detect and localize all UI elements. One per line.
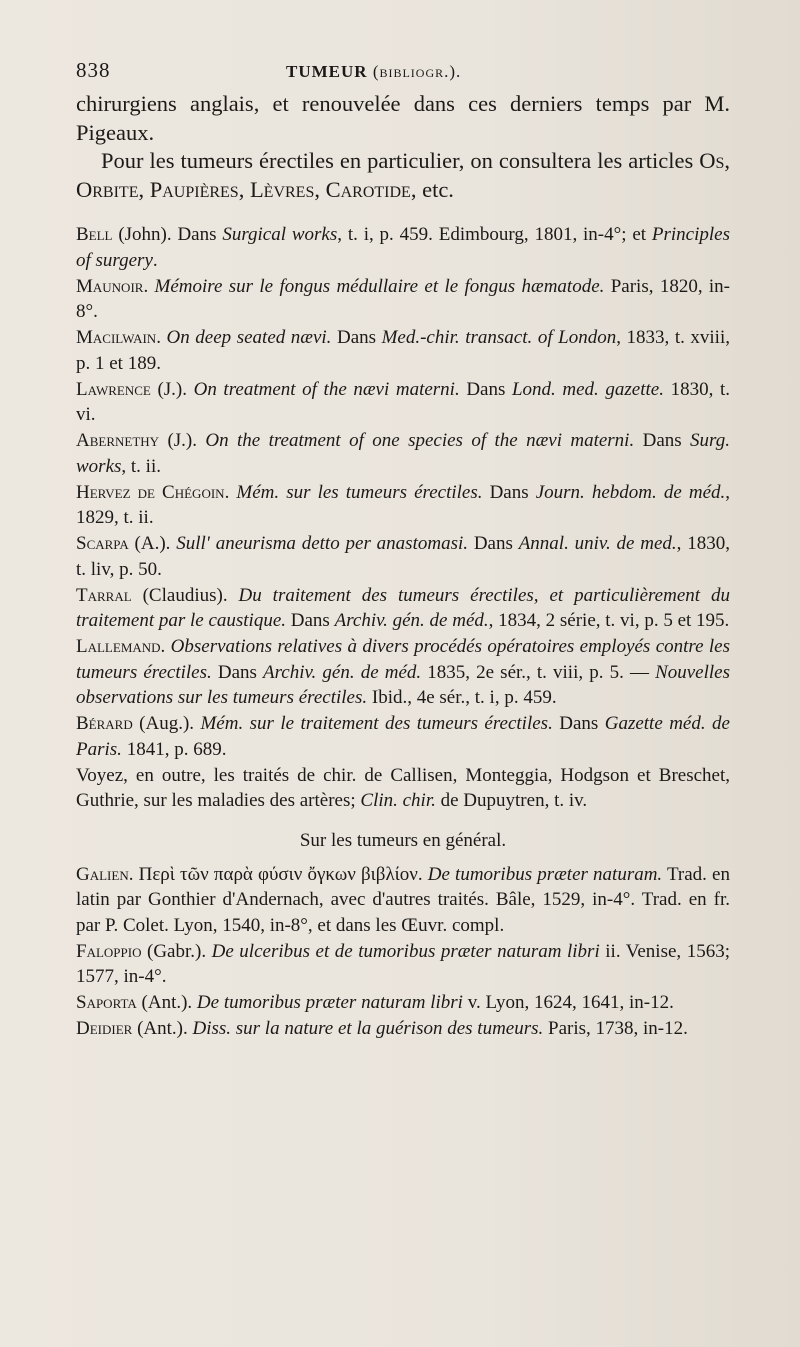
bibliography-entry: [76, 1016, 730, 1042]
entry-title: De tumoribus præter naturam libri: [196, 992, 463, 1013]
article-ref: Orbite: [76, 176, 139, 202]
entry-text: 1841, p. 689.: [121, 738, 227, 760]
entry-journal: Principles of surgery: [76, 224, 730, 271]
entry-text: .: [160, 636, 171, 657]
entry-title: De ulceribus et de tumoribus præter naturam libri: [211, 940, 600, 962]
entry-title: Nouvelles observations sur les tumeurs érectiles.: [76, 661, 730, 708]
entry-text: . Περὶ τῶν παρὰ φύσιν ὄγκων βιβλίον.: [128, 863, 428, 885]
entry-title: On deep seated nævi.: [166, 327, 332, 348]
bibliography-entry: [76, 939, 730, 990]
bibliography-entry: [76, 274, 730, 325]
entry-text: 1830, t. vi.: [76, 378, 730, 425]
entry-title: On treatment of the nævi materni.: [193, 378, 460, 400]
entry-title: Mémoire sur le fongus médullaire et le fongus hæmatode.: [154, 275, 605, 297]
entry-title: On the treatment of one species of the nævi materni.: [205, 430, 635, 451]
entry-text: Paris, 1738, in-12.: [543, 1018, 688, 1039]
bibliography-list-general: [76, 862, 730, 1042]
bibliography-entry: [76, 377, 730, 428]
entry-text: .: [152, 249, 158, 271]
entry-text: 1835, 2e sér., t. viii, p. 5. —: [421, 661, 656, 683]
entry-title: Mém. sur les tumeurs érectiles.: [236, 481, 483, 503]
entry-title: Diss. sur la nature et la guérison des tumeurs.: [192, 1018, 544, 1039]
entry-journal: Med.-chir. transact. of London: [381, 327, 617, 348]
running-title-paren: (bibliogr.).: [372, 62, 462, 81]
bibliography-entry: [76, 583, 730, 634]
entry-author: Hervez de Chégoin: [76, 481, 225, 503]
entry-text: .: [224, 481, 237, 503]
page-number: 838: [76, 58, 111, 82]
bibliography-list: [76, 222, 730, 762]
entry-text: , 1830, t. liv, p. 50.: [76, 533, 730, 580]
entry-journal: Gazette méd. de Paris.: [76, 713, 730, 760]
voyez-text-b: de Dupuytren, t. iv.: [435, 790, 588, 811]
entry-text: Dans: [331, 327, 382, 348]
entry-text: (J.).: [150, 378, 194, 400]
bibliography-entry: [76, 222, 730, 273]
entry-text: , t. ii.: [121, 455, 161, 477]
entry-text: (Claudius).: [131, 584, 239, 606]
entry-author: Macilwain: [76, 327, 157, 348]
entry-text: ii. Venise, 1563; 1577, in-4°.: [76, 940, 730, 987]
bibliography-entry: [76, 480, 730, 531]
article-ref: Paupières: [149, 176, 239, 202]
entry-text: (John). Dans: [112, 224, 223, 245]
entry-text: (Ant.).: [136, 992, 197, 1013]
entry-text: .: [143, 275, 155, 297]
entry-text: , t. i, p. 459. Edimbourg, 1801, in-4°; et: [337, 224, 652, 245]
section-heading: Sur les tumeurs en général.: [299, 829, 507, 851]
entry-text: Trad. en latin par Gonthier d'Andernach, avec d'autres traités. Bâle, 1529, in-4°. Trad. en fr. par P. Colet. Lyon, 1540, in-8°, et dans les Œuvr. compl.: [76, 863, 730, 936]
voyez-text-a: Voyez, en outre, les traités de chir. de Callisen, Monteggia, Hodgson et Breschet, Guthrie, sur les maladies des artères;: [76, 764, 730, 811]
entry-author: Bell: [76, 224, 113, 245]
bibliography-entry: [76, 711, 730, 762]
entry-text: , 1834, 2 série, t. vi, p. 5 et 195.: [488, 610, 730, 631]
entry-title: Du traitement des tumeurs érectiles, et particulièrement du traitement par le caustique.: [76, 584, 730, 631]
entry-text: .: [156, 327, 167, 348]
entry-author: Faloppio: [76, 940, 142, 962]
entry-text: , 1829, t. ii.: [76, 481, 731, 528]
entry-author: Lallemand: [76, 636, 161, 657]
running-title: [286, 62, 461, 82]
intro-paragraph-end: , etc.: [410, 176, 454, 202]
entry-title: Observations relatives à divers procédés opératoires employés contre les tumeurs érectiles.: [76, 636, 730, 683]
entry-author: Saporta: [76, 992, 137, 1013]
entry-text: Dans: [552, 713, 605, 734]
entry-author: Galien: [76, 863, 129, 885]
entry-title: Mém. sur le traitement des tumeurs érectiles.: [200, 713, 553, 734]
article-ref: Carotide: [325, 176, 411, 202]
intro-line: chirurgiens anglais, et renouvelée dans ces derniers temps par M. Pigeaux.: [76, 91, 730, 145]
entry-title: De tumoribus præter naturam.: [427, 863, 663, 885]
entry-title: Sull' aneurisma detto per anastomasi.: [176, 533, 468, 554]
entry-text: Dans: [211, 661, 264, 683]
entry-journal: Surg. works: [76, 430, 730, 477]
entry-journal: Archiv. gén. de méd.: [334, 610, 489, 631]
entry-author: Abernethy: [76, 430, 160, 451]
voyez-title: Clin. chir.: [360, 790, 436, 811]
bibliography-entry: [76, 428, 730, 479]
entry-text: Dans: [286, 610, 335, 631]
entry-author: Bérard: [76, 713, 133, 734]
entry-author: Maunoir: [76, 275, 144, 297]
intro-paragraph: Pour les tumeurs érectiles en particulier, on consultera les articles Os, Orbite, Paupières, Lèvres, Carotide, etc.: [76, 148, 730, 202]
bibliography-entry: [76, 325, 730, 376]
intro-text: [76, 90, 730, 204]
entry-text: (A.).: [128, 533, 177, 554]
entry-text: (Aug.).: [132, 713, 201, 734]
running-title-main: TUMEUR: [286, 62, 368, 81]
entry-journal: Archiv. gén. de méd.: [263, 661, 422, 683]
entry-text: Dans: [459, 378, 512, 400]
entry-author: Deidier: [76, 1018, 133, 1039]
entry-author: Tarral: [76, 584, 132, 606]
article-ref: Os: [699, 148, 725, 173]
page-header: [76, 58, 730, 88]
entry-journal: Lond. med. gazette.: [511, 378, 664, 400]
voyez-note: [76, 763, 730, 814]
entry-title: Surgical works: [222, 224, 338, 245]
bibliography-entry: [76, 990, 730, 1016]
entry-author: Lawrence: [76, 378, 151, 400]
entry-text: Dans: [468, 533, 519, 554]
article-ref: Lèvres: [249, 176, 315, 202]
bibliography-entry: [76, 531, 730, 582]
entry-text: Ibid., 4e sér., t. i, p. 459.: [367, 687, 557, 708]
entry-text: (J.).: [159, 430, 206, 451]
entry-text: Dans: [634, 430, 691, 451]
bibliography-entry: [76, 862, 730, 939]
entry-author: Scarpa: [76, 533, 129, 554]
intro-paragraph-text: Pour les tumeurs érectiles en particulier, on consultera les articles: [101, 148, 700, 173]
entry-journal: Annal. univ. de med.: [518, 533, 677, 554]
entry-text: v. Lyon, 1624, 1641, in-12.: [462, 992, 674, 1013]
entry-text: Paris, 1820, in-8°.: [76, 275, 731, 322]
entry-text: (Gabr.).: [141, 940, 212, 962]
bibliography-entry: [76, 634, 730, 711]
entry-text: Dans: [482, 481, 536, 503]
entry-journal: Journ. hebdom. de méd.: [535, 481, 726, 503]
entry-text: , 1833, t. xviii, p. 1 et 189.: [76, 327, 730, 374]
entry-text: (Ant.).: [132, 1018, 193, 1039]
